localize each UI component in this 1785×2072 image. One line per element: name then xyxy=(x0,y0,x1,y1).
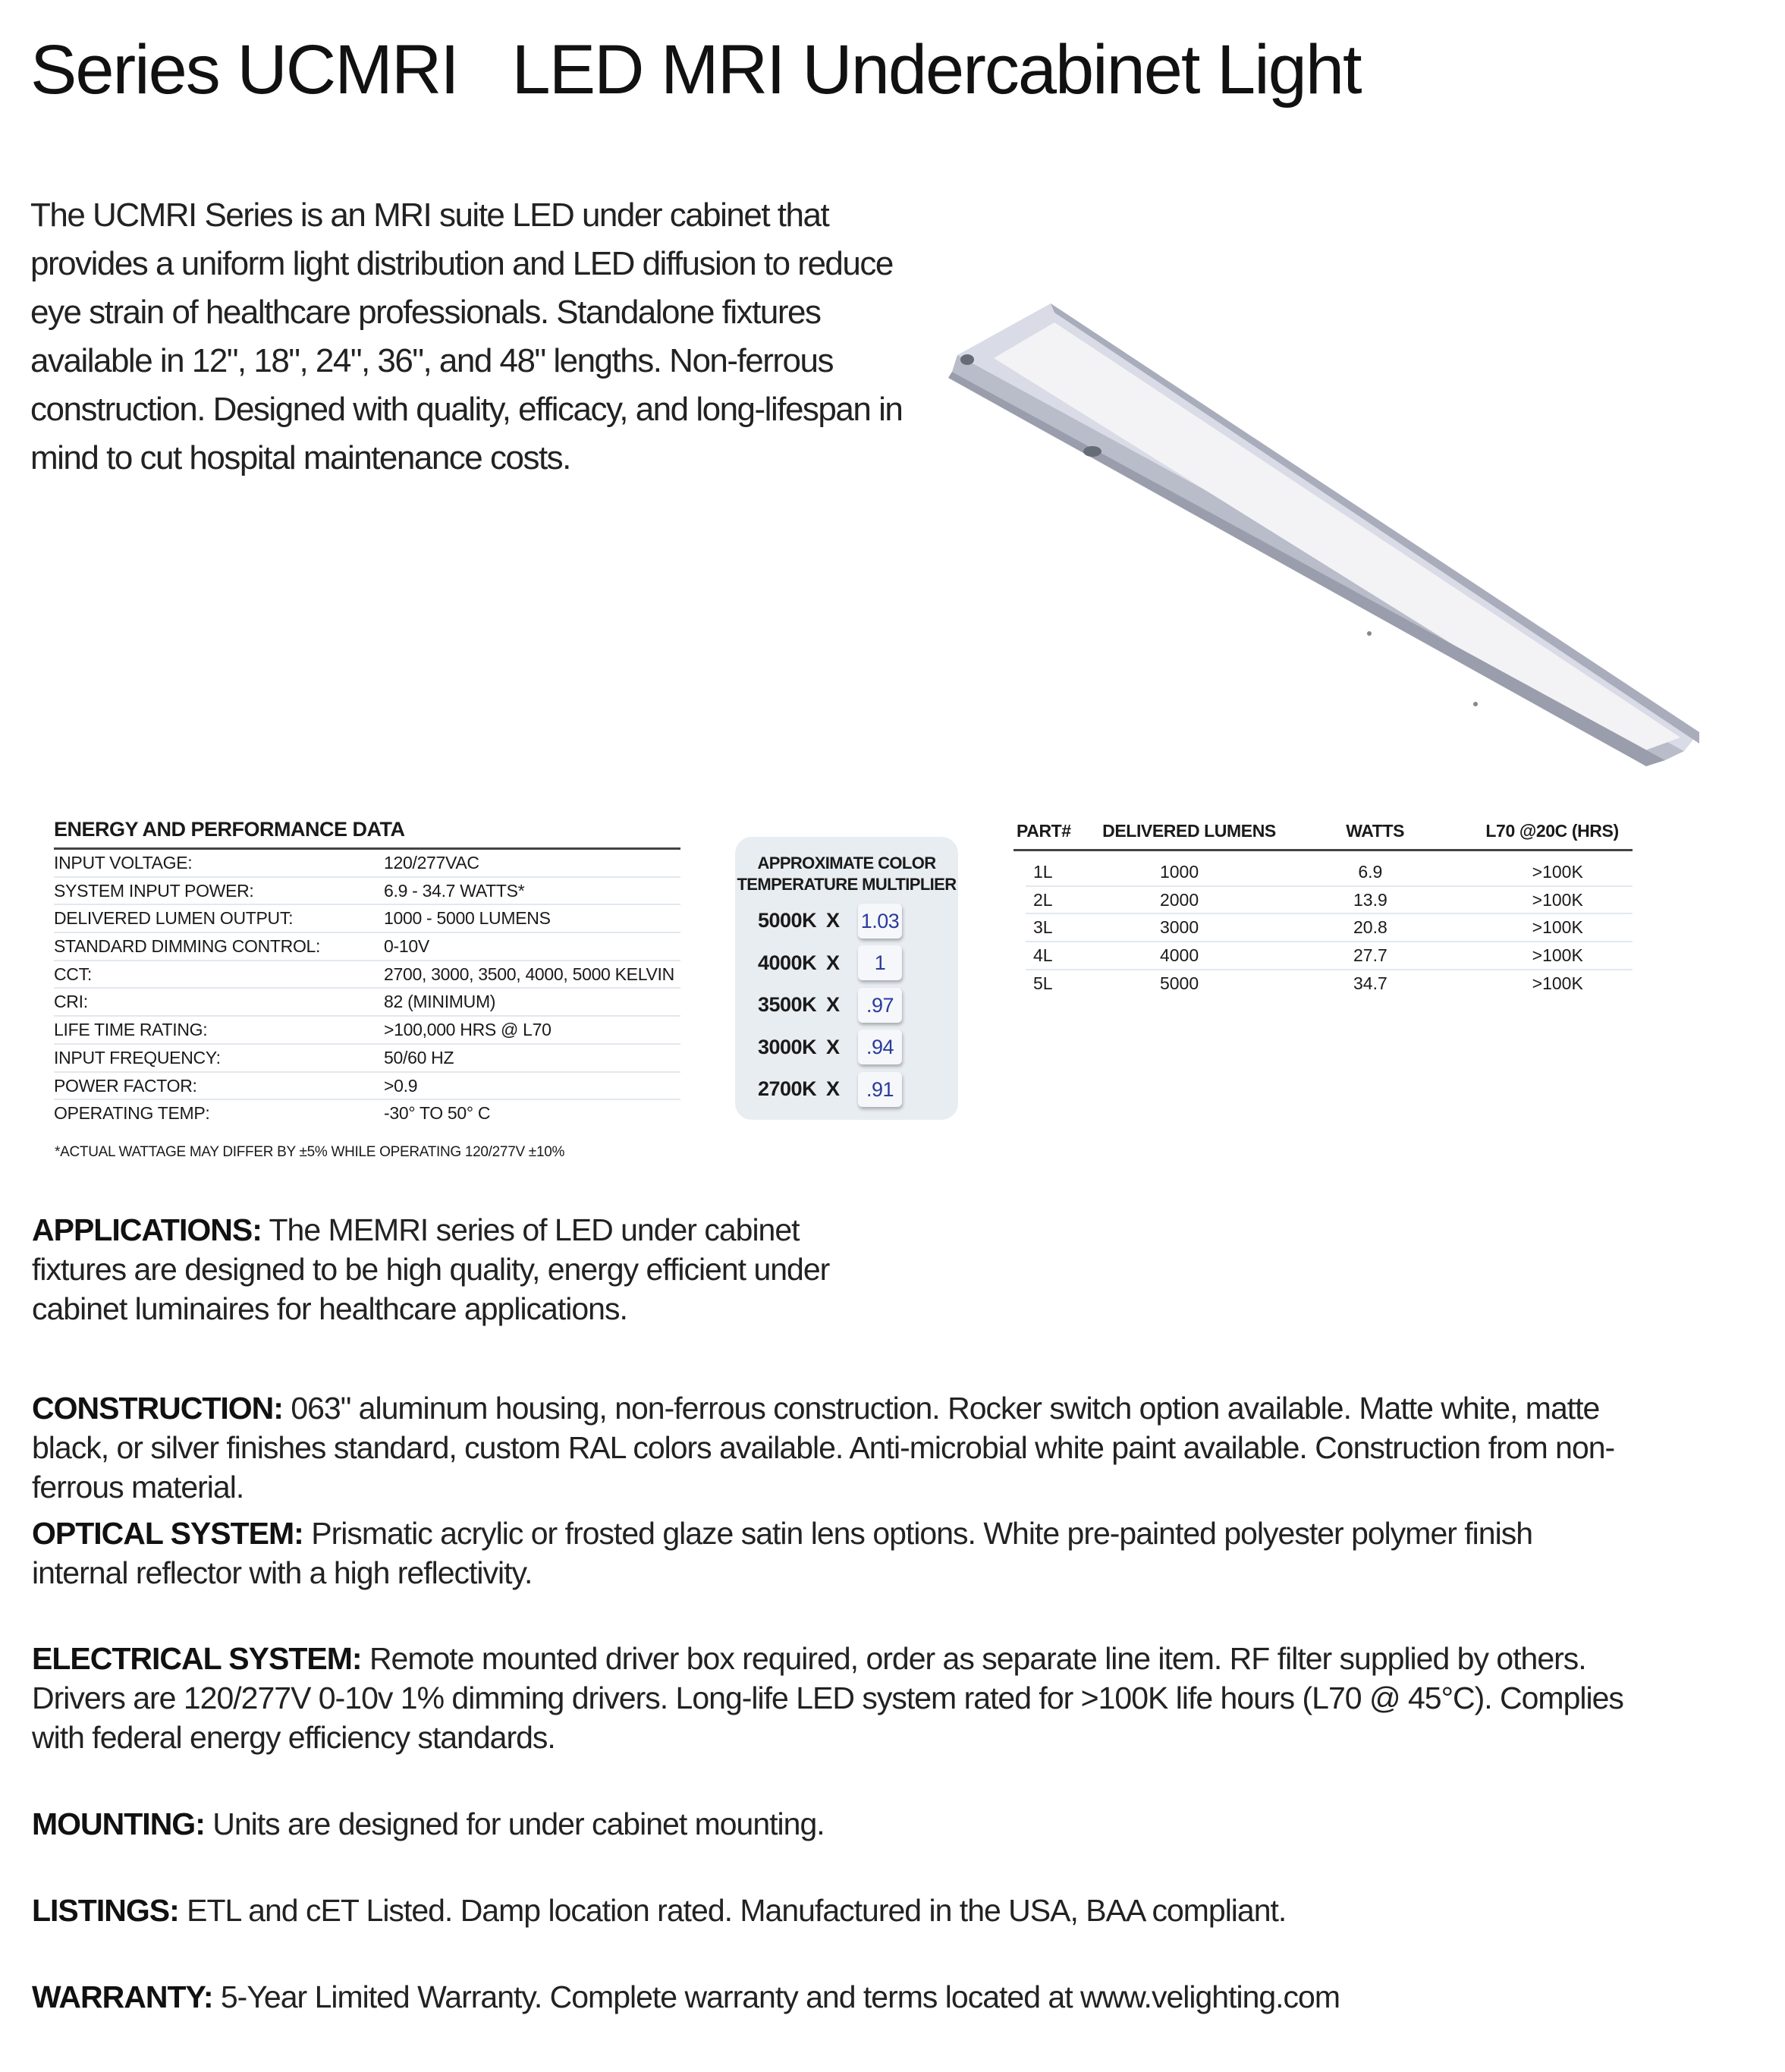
parts-column-header: WATTS xyxy=(1346,821,1405,841)
section-label: OPTICAL SYSTEM: xyxy=(32,1516,303,1551)
energy-row xyxy=(54,1017,680,1045)
parts-cell: >100K xyxy=(1532,889,1583,910)
energy-value: 50/60 HZ xyxy=(384,1047,454,1067)
intro-paragraph: The UCMRI Series is an MRI suite LED under cabinet that provides a uniform light distribution and LED diffusion to reduce eye strain of healthcare professionals. Standalone fixtures available in 12", 18", 24", 36", and 48" lengths. Non-ferrous construction. Designed with quality, efficacy, and long-lifespan in mind to cut hospital maintenance costs. xyxy=(30,197,903,476)
cct-multiplier: 1 xyxy=(858,945,902,980)
section-text: Prismatic acrylic or frosted glaze satin lens options. White pre-painted polyester polymer finish internal reflector with a high reflectivity. xyxy=(32,1516,1533,1590)
energy-label: SYSTEM INPUT POWER: xyxy=(54,880,254,901)
energy-label: CCT: xyxy=(54,964,92,984)
energy-row xyxy=(54,1073,680,1101)
energy-label: POWER FACTOR: xyxy=(54,1075,197,1096)
energy-row xyxy=(54,1100,680,1127)
parts-cell: 1000 xyxy=(1159,862,1199,882)
energy-row xyxy=(54,1045,680,1073)
cct-temperature: 3000K xyxy=(758,1035,817,1058)
cct-multiplier: .94 xyxy=(858,1030,902,1064)
energy-performance-table xyxy=(54,818,680,1127)
cct-heading-line1: APPROXIMATE COLOR xyxy=(757,854,936,873)
parts-column-header: PART# xyxy=(1017,821,1071,841)
parts-row xyxy=(1026,942,1633,970)
section-text: 5-Year Limited Warranty. Complete warranty and terms located at www.velighting.com xyxy=(212,1979,1340,2014)
cct-temperature: 5000K xyxy=(758,909,817,932)
parts-cell: 3000 xyxy=(1159,917,1199,938)
section-text: ETL and cET Listed. Damp location rated. Manufactured in the USA, BAA compliant. xyxy=(178,1893,1287,1928)
section-label: WARRANTY: xyxy=(32,1979,213,2014)
cct-row xyxy=(735,984,958,1027)
energy-label: INPUT VOLTAGE: xyxy=(54,853,193,873)
wattage-footnote: *ACTUAL WATTAGE MAY DIFFER BY ±5% WHILE OPERATING 120/277V ±10% xyxy=(55,1144,565,1160)
parts-row xyxy=(1026,859,1633,887)
energy-row xyxy=(54,961,680,989)
parts-cell: 4000 xyxy=(1159,945,1199,966)
section-electrical-system xyxy=(32,1639,1625,1757)
energy-table-heading: ENERGY AND PERFORMANCE DATA xyxy=(54,818,680,850)
section-text: The MEMRI series of LED under cabinet fixtures are designed to be high quality, energy efficient under cabinet luminaires for healthcare applications. xyxy=(32,1212,830,1326)
cct-row xyxy=(735,900,958,942)
parts-cell: 34.7 xyxy=(1353,973,1387,993)
section-label: APPLICATIONS: xyxy=(32,1212,262,1247)
section-optical-system xyxy=(32,1514,1625,1593)
section-mounting xyxy=(32,1804,1625,1844)
color-temperature-multiplier-box xyxy=(735,837,958,1120)
section-text: 063" aluminum housing, non-ferrous construction. Rocker switch option available. Matte white, matte black, or silver finishes standard, custom RAL colors available. Anti-microbial white paint available. Construction from non-ferrous material. xyxy=(32,1391,1615,1504)
energy-label: OPERATING TEMP: xyxy=(54,1103,210,1124)
energy-value: >0.9 xyxy=(384,1075,418,1096)
section-construction xyxy=(32,1388,1625,1507)
parts-column-header: L70 @20C (HRS) xyxy=(1485,821,1619,841)
cct-row xyxy=(735,1027,958,1069)
multiply-sign: X xyxy=(826,909,841,932)
parts-cell: 5L xyxy=(1033,973,1053,993)
energy-row xyxy=(54,850,680,878)
section-applications xyxy=(32,1210,889,1328)
multiply-sign: X xyxy=(826,951,841,974)
parts-table xyxy=(1013,821,1633,996)
cct-multiplier: 1.03 xyxy=(858,904,902,939)
energy-value: >100,000 HRS @ L70 xyxy=(384,1020,552,1040)
parts-cell: 4L xyxy=(1033,945,1053,966)
energy-label: DELIVERED LUMEN OUTPUT: xyxy=(54,908,294,929)
energy-label: INPUT FREQUENCY: xyxy=(54,1047,221,1067)
energy-value: 6.9 - 34.7 WATTS* xyxy=(384,880,525,901)
cct-multiplier: .91 xyxy=(858,1072,902,1107)
energy-row xyxy=(54,905,680,933)
energy-value: 1000 - 5000 LUMENS xyxy=(384,908,551,929)
multiply-sign: X xyxy=(826,1035,841,1058)
product-image-undercabinet-light xyxy=(948,296,1699,804)
multiply-sign: X xyxy=(826,993,841,1017)
parts-cell: 6.9 xyxy=(1358,862,1383,882)
parts-cell: >100K xyxy=(1532,917,1583,938)
parts-cell: 13.9 xyxy=(1353,889,1387,910)
cct-multiplier: .97 xyxy=(858,988,902,1023)
energy-label: STANDARD DIMMING CONTROL: xyxy=(54,936,321,957)
section-label: ELECTRICAL SYSTEM: xyxy=(32,1641,362,1676)
cct-heading-line2: TEMPERATURE MULTIPLIER xyxy=(737,875,957,894)
parts-row xyxy=(1026,887,1633,915)
parts-cell: 3L xyxy=(1033,917,1053,938)
parts-cell: 1L xyxy=(1033,862,1053,882)
parts-row xyxy=(1026,914,1633,942)
parts-cell: 2000 xyxy=(1159,889,1199,910)
page-title: Series UCMRI LED MRI Undercabinet Light xyxy=(30,31,1361,108)
parts-cell: 5000 xyxy=(1159,973,1199,993)
cct-temperature: 3500K xyxy=(758,993,817,1017)
parts-column-header: DELIVERED LUMENS xyxy=(1102,821,1276,841)
energy-label: CRI: xyxy=(54,992,88,1012)
energy-label: LIFE TIME RATING: xyxy=(54,1020,208,1040)
energy-value: 120/277VAC xyxy=(384,853,479,873)
cct-temperature: 2700K xyxy=(758,1077,817,1101)
parts-cell: 2L xyxy=(1033,889,1053,910)
energy-row xyxy=(54,933,680,961)
cct-row xyxy=(735,942,958,985)
parts-cell: 20.8 xyxy=(1353,917,1387,938)
parts-cell: >100K xyxy=(1532,945,1583,966)
energy-row xyxy=(54,989,680,1017)
section-text: Units are designed for under cabinet mounting. xyxy=(204,1806,825,1841)
energy-value: 2700, 3000, 3500, 4000, 5000 KELVIN xyxy=(384,964,674,984)
energy-value: 0-10V xyxy=(384,936,429,957)
energy-value: -30° TO 50° C xyxy=(384,1103,491,1124)
cct-temperature: 4000K xyxy=(758,951,817,974)
parts-cell: >100K xyxy=(1532,973,1583,993)
section-listings xyxy=(32,1891,1625,1930)
parts-cell: 27.7 xyxy=(1353,945,1387,966)
section-warranty xyxy=(32,1977,1625,2017)
cct-row xyxy=(735,1068,958,1111)
energy-row xyxy=(54,878,680,906)
parts-cell: >100K xyxy=(1532,862,1583,882)
section-text: Remote mounted driver box required, order as separate line item. RF filter supplied by others. Drivers are 120/277V 0-10v 1% dimming drivers. Long-life LED system rated for >100K life hours (L70 @ 45°C). Complies with federal energy efficiency standards. xyxy=(32,1641,1623,1755)
multiply-sign: X xyxy=(826,1077,841,1101)
section-label: CONSTRUCTION: xyxy=(32,1391,283,1426)
section-label: LISTINGS: xyxy=(32,1893,179,1928)
section-label: MOUNTING: xyxy=(32,1806,205,1841)
parts-row xyxy=(1026,970,1633,997)
energy-value: 82 (MINIMUM) xyxy=(384,992,496,1012)
